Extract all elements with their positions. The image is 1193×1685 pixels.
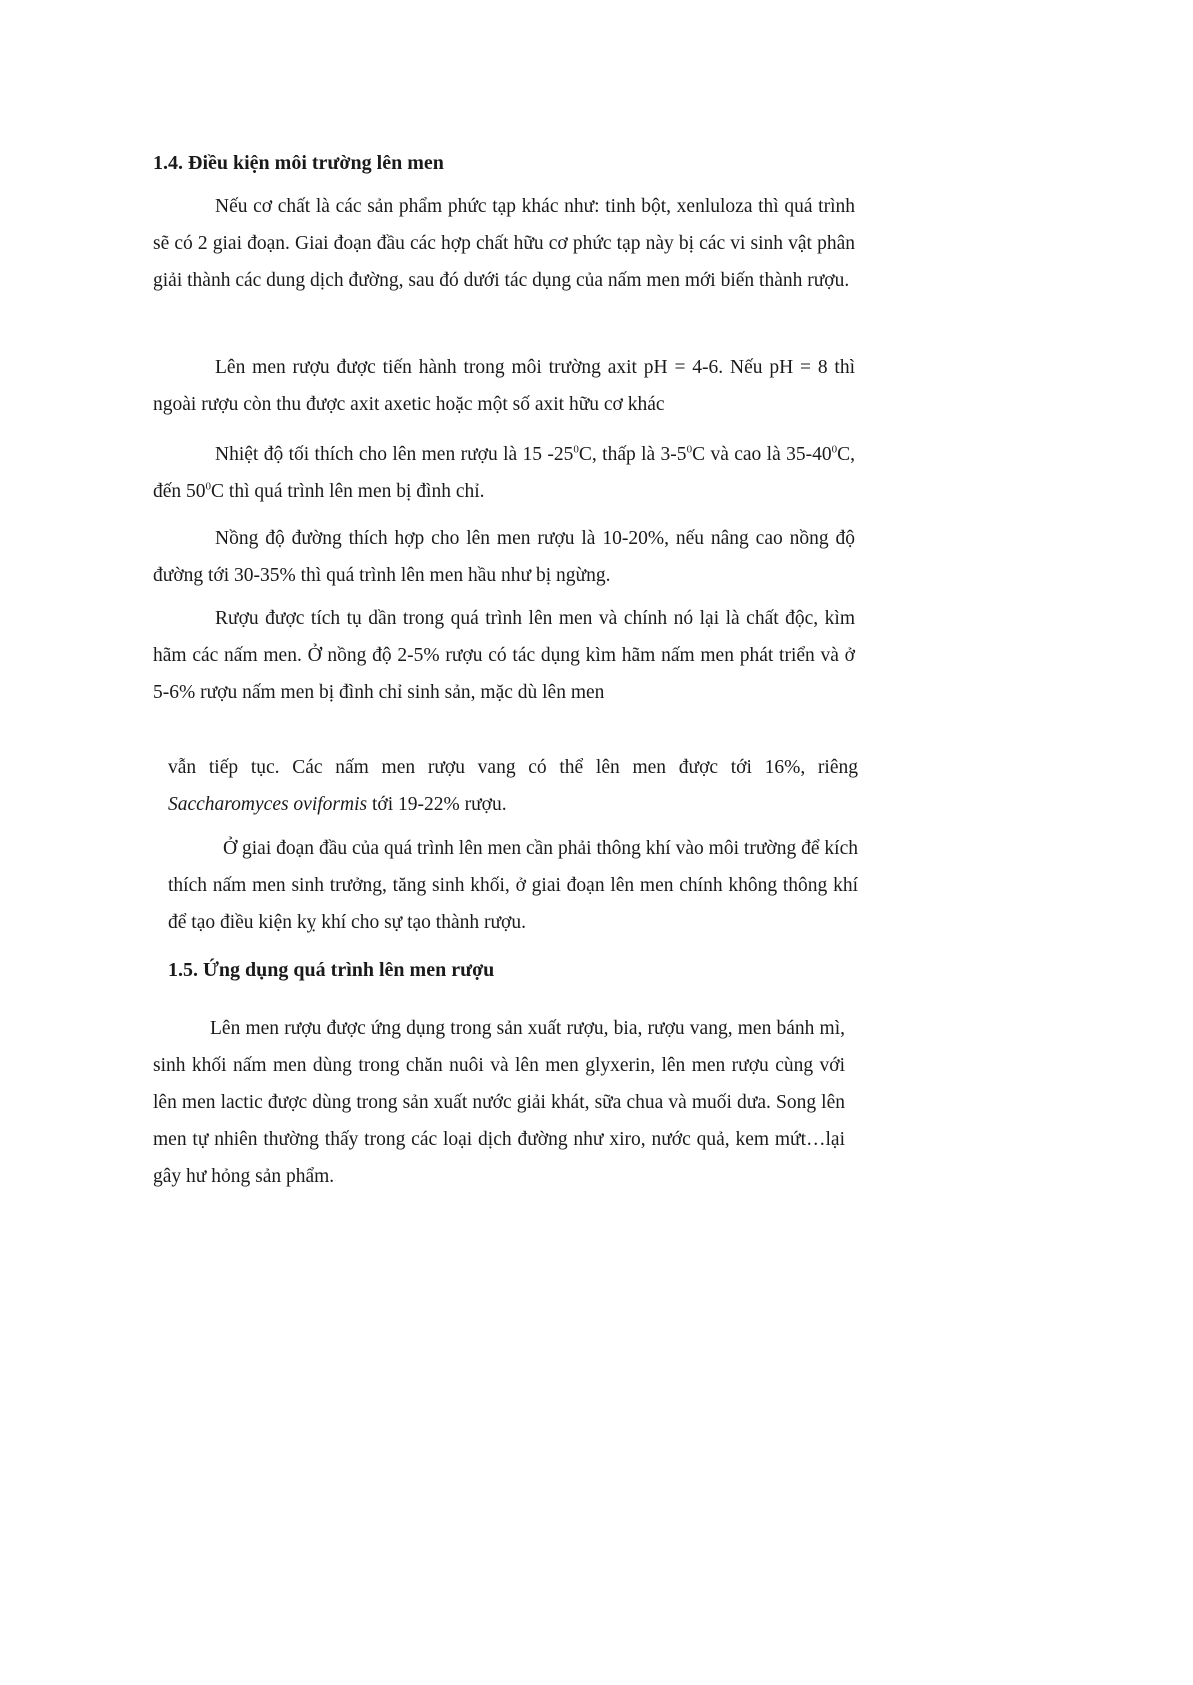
- paragraph-aeration: Ở giai đoạn đầu của quá trình lên men cần phải thông khí vào môi trường để kích thích nấm men sinh trưởng, tăng sinh khối, ở giai đoạn lên men chính không thông khí để tạo điều kiện kỵ khí cho sự tạo thành rượu.: [168, 838, 858, 933]
- paragraph-wine-yeast: vẫn tiếp tục. Các nấm men rượu vang có thể lên men được tới 16%, riêng Saccharomyces oviformis tới 19-22% rượu.: [168, 757, 858, 815]
- paragraph-ph: Lên men rượu được tiến hành trong môi trường axit pH = 4-6. Nếu pH = 8 thì ngoài rượu còn thu được axit axetic hoặc một số axit hữu cơ khác: [153, 357, 855, 415]
- paragraph-applications: Lên men rượu được ứng dụng trong sản xuất rượu, bia, rượu vang, men bánh mì, sinh khối nấm men dùng trong chăn nuôi và lên men glyxerin, lên men rượu cùng với lên men lactic được dùng trong sản xuất nước giải khát, sữa chua và muối dưa. Song lên men tự nhiên thường thấy trong các loại dịch đường như xiro, nước quả, kem mứt…lại gây hư hỏng sản phẩm.: [153, 1018, 845, 1187]
- paragraph-substrate: Nếu cơ chất là các sản phẩm phức tạp khác như: tinh bột, xenluloza thì quá trình sẽ có 2 giai đoạn. Giai đoạn đầu các hợp chất hữu cơ phức tạp này bị các vi sinh vật phân giải thành các dung dịch đường, sau đó dưới tác dụng của nấm men mới biến thành rượu.: [153, 196, 855, 291]
- section-heading-1-5: 1.5. Ứng dụng quá trình lên men rượu: [168, 959, 495, 981]
- paragraph-alcohol-accumulation: Rượu được tích tụ dần trong quá trình lên men và chính nó lại là chất độc, kìm hãm các nấm men. Ở nồng độ 2-5% rượu có tác dụng kìm hãm nấm men phát triển và ở 5-6% rượu nấm men bị đình chỉ sinh sản, mặc dù lên men: [153, 608, 855, 703]
- section-heading-1-4: 1.4. Điều kiện môi trường lên men: [153, 152, 444, 174]
- paragraph-temperature: Nhiệt độ tối thích cho lên men rượu là 15 $-25^0C$, thấp là $3-5^0C$ và cao là $35-40^0C$, đến $50^0C$ thì quá trình lên men bị đình chỉ.: [153, 443, 855, 502]
- paragraph-sugar-concentration: Nồng độ đường thích hợp cho lên men rượu là 10-20%, nếu nâng cao nồng độ đường tới 30-35% thì quá trình lên men hầu như bị ngừng.: [153, 528, 855, 586]
- species-name: Saccharomyces oviformis: [168, 794, 368, 815]
